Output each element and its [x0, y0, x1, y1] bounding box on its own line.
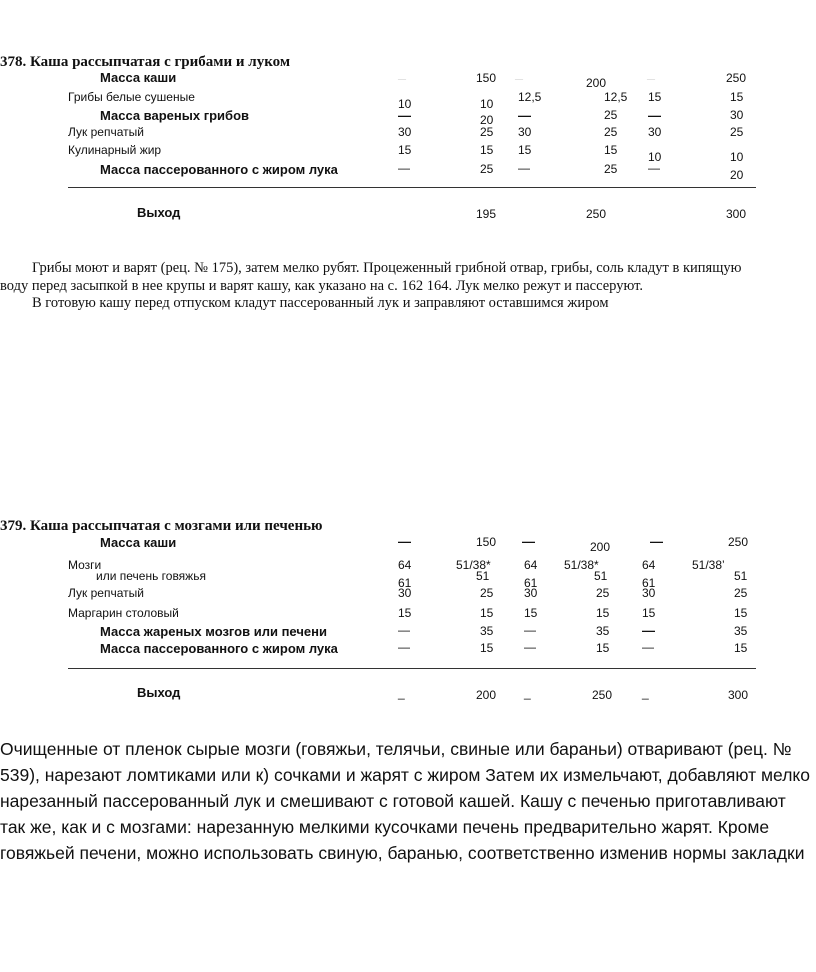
cell: —	[648, 161, 660, 175]
cell: 51	[476, 569, 490, 583]
cell: 51	[734, 569, 748, 583]
yield-150: 200	[476, 688, 497, 702]
cell: 25	[730, 125, 744, 139]
recipe-379-title: 379. Каша рассыпчатая с мозгами или печенью	[0, 518, 323, 534]
portion-250: 250	[726, 71, 747, 85]
yield-250: 300	[728, 688, 749, 702]
cell: 51	[594, 569, 608, 583]
yield-200: 250	[586, 207, 607, 221]
cell: 15	[642, 606, 656, 620]
recipe-378-text-line3: В готовую кашу перед отпуском кладут пассерованный лук и заправляют оставшимся жиром	[32, 295, 609, 311]
cell: 25	[596, 586, 610, 600]
cell: 15	[398, 606, 412, 620]
recipe-379-text-line2: 539), нарезают ломтиками или к) сочками и жарят с жиром Затем их измельчают, добавляют мелко	[0, 765, 811, 785]
cell: 61	[524, 576, 538, 590]
row-label: Мозги	[68, 558, 102, 572]
cell: 25	[604, 108, 618, 122]
dash-mark: —	[647, 74, 655, 83]
row-label: Кулинарный жир	[68, 143, 162, 157]
cell: —	[524, 623, 536, 637]
row-label: Грибы белые сушеные	[68, 90, 195, 104]
cell: 12,5	[604, 90, 628, 104]
portion-200: 200	[590, 540, 611, 554]
dash-mark: —	[515, 74, 523, 83]
sauteed-onion-label: Масса пассерованного с жиром лука	[100, 641, 338, 656]
cell: 15	[604, 143, 618, 157]
cell: 30	[518, 125, 532, 139]
cell: 25	[734, 586, 748, 600]
porridge-mass-label: Масса каши	[100, 535, 177, 550]
cell: 25	[604, 125, 618, 139]
sauteed-onion-label: Масса пассерованного с жиром лука	[100, 162, 338, 177]
cell: 15	[518, 143, 532, 157]
dash-mark: —	[398, 74, 406, 83]
cell: 30	[730, 108, 744, 122]
cell: —	[398, 161, 410, 175]
recipe-379-text-line4: так же, как и с мозгами: нарезанную мелкими кусочками печень предварительно жарят. Кроме	[0, 817, 770, 837]
cell: 20	[730, 168, 744, 182]
cell: 15	[398, 143, 412, 157]
dash-mark: —	[398, 534, 411, 549]
cell: —	[524, 640, 536, 654]
dash-mark: _	[398, 686, 405, 700]
yield-150: 195	[476, 207, 497, 221]
row-label: Маргарин столовый	[68, 606, 179, 620]
dash-mark: —	[522, 534, 535, 549]
cell: 35	[480, 624, 494, 638]
boiled-mushrooms-label: Масса вареных грибов	[100, 108, 250, 123]
yield-200: 250	[592, 688, 613, 702]
cell: 30	[524, 586, 538, 600]
cell: 12,5	[518, 90, 542, 104]
cell: 64	[642, 558, 656, 572]
cell: 25	[480, 125, 494, 139]
recipe-379-text-line3: нарезанный пассерованный лук и смешивают с готовой кашей. Кашу с печенью приготавливают	[0, 791, 786, 811]
dash-mark: —	[650, 534, 663, 549]
yield-label: Выход	[137, 685, 181, 700]
dash-mark: _	[642, 686, 649, 700]
row-label: Лук репчатый	[68, 586, 144, 600]
cell: —	[642, 640, 654, 654]
cell: 15	[734, 641, 748, 655]
row-label: или печень говяжья	[96, 569, 206, 583]
cell: —	[398, 623, 410, 637]
cell: 61	[398, 576, 412, 590]
cell: —	[642, 623, 655, 638]
cell: 10	[480, 97, 494, 111]
table-divider	[68, 187, 756, 188]
cell: —	[648, 108, 661, 123]
table-divider	[68, 668, 756, 669]
recipe-379-text-line5: говяжьей печени, можно использовать свиную, баранью, соответственно изменив нормы закладки	[0, 843, 805, 863]
portion-200: 200	[586, 76, 607, 90]
cell: —	[398, 108, 411, 123]
portion-250: 250	[728, 535, 749, 549]
fried-brains-label: Масса жареных мозгов или печени	[100, 624, 327, 639]
yield-label: Выход	[137, 205, 181, 220]
cell: 64	[524, 558, 538, 572]
dash-mark: _	[524, 686, 531, 700]
cell: 35	[734, 624, 748, 638]
cell: 35	[596, 624, 610, 638]
cell: 15	[648, 90, 662, 104]
cell: —	[518, 108, 531, 123]
cell: —	[518, 161, 530, 175]
portion-150: 150	[476, 535, 497, 549]
cell: 30	[642, 586, 656, 600]
cell: 61	[642, 576, 656, 590]
cell: 15	[480, 143, 494, 157]
cell: 15	[730, 90, 744, 104]
cell: 15	[596, 606, 610, 620]
cell: 51/38’	[692, 558, 725, 572]
recipe-378-text-line2: воду перед засыпкой в нее крупы и варят кашу, как указано на с. 162 164. Лук мелко режут и пассеруют.	[0, 278, 643, 294]
cell: 15	[734, 606, 748, 620]
cell: 15	[480, 606, 494, 620]
cell: 25	[480, 586, 494, 600]
yield-250: 300	[726, 207, 747, 221]
cell: 10	[648, 150, 662, 164]
cell: 30	[398, 586, 412, 600]
cell: 15	[596, 641, 610, 655]
cell: 25	[480, 162, 494, 176]
recipe-378-title: 378. Каша рассыпчатая с грибами и луком	[0, 54, 291, 70]
porridge-mass-label: Масса каши	[100, 70, 177, 85]
cell: 15	[524, 606, 538, 620]
row-label: Лук репчатый	[68, 125, 144, 139]
cell: 30	[648, 125, 662, 139]
cell: 20	[480, 113, 494, 127]
cell: 64	[398, 558, 412, 572]
cell: 15	[480, 641, 494, 655]
cell: 10	[398, 97, 412, 111]
cell: 51/38*	[564, 558, 599, 572]
cell: 51/38*	[456, 558, 491, 572]
portion-150: 150	[476, 71, 497, 85]
cell: 25	[604, 162, 618, 176]
cell: 10	[730, 150, 744, 164]
cell: 30	[398, 125, 412, 139]
recipe-378-text-line1: Грибы моют и варят (рец. № 175), затем мелко рубят. Процеженный грибной отвар, грибы, соль кладут в кипящую	[32, 260, 742, 276]
recipe-379-text-line1: Очищенные от пленок сырые мозги (говяжьи, телячьи, свиные или бараньи) отваривают (рец. №	[0, 739, 792, 759]
cell: —	[398, 640, 410, 654]
